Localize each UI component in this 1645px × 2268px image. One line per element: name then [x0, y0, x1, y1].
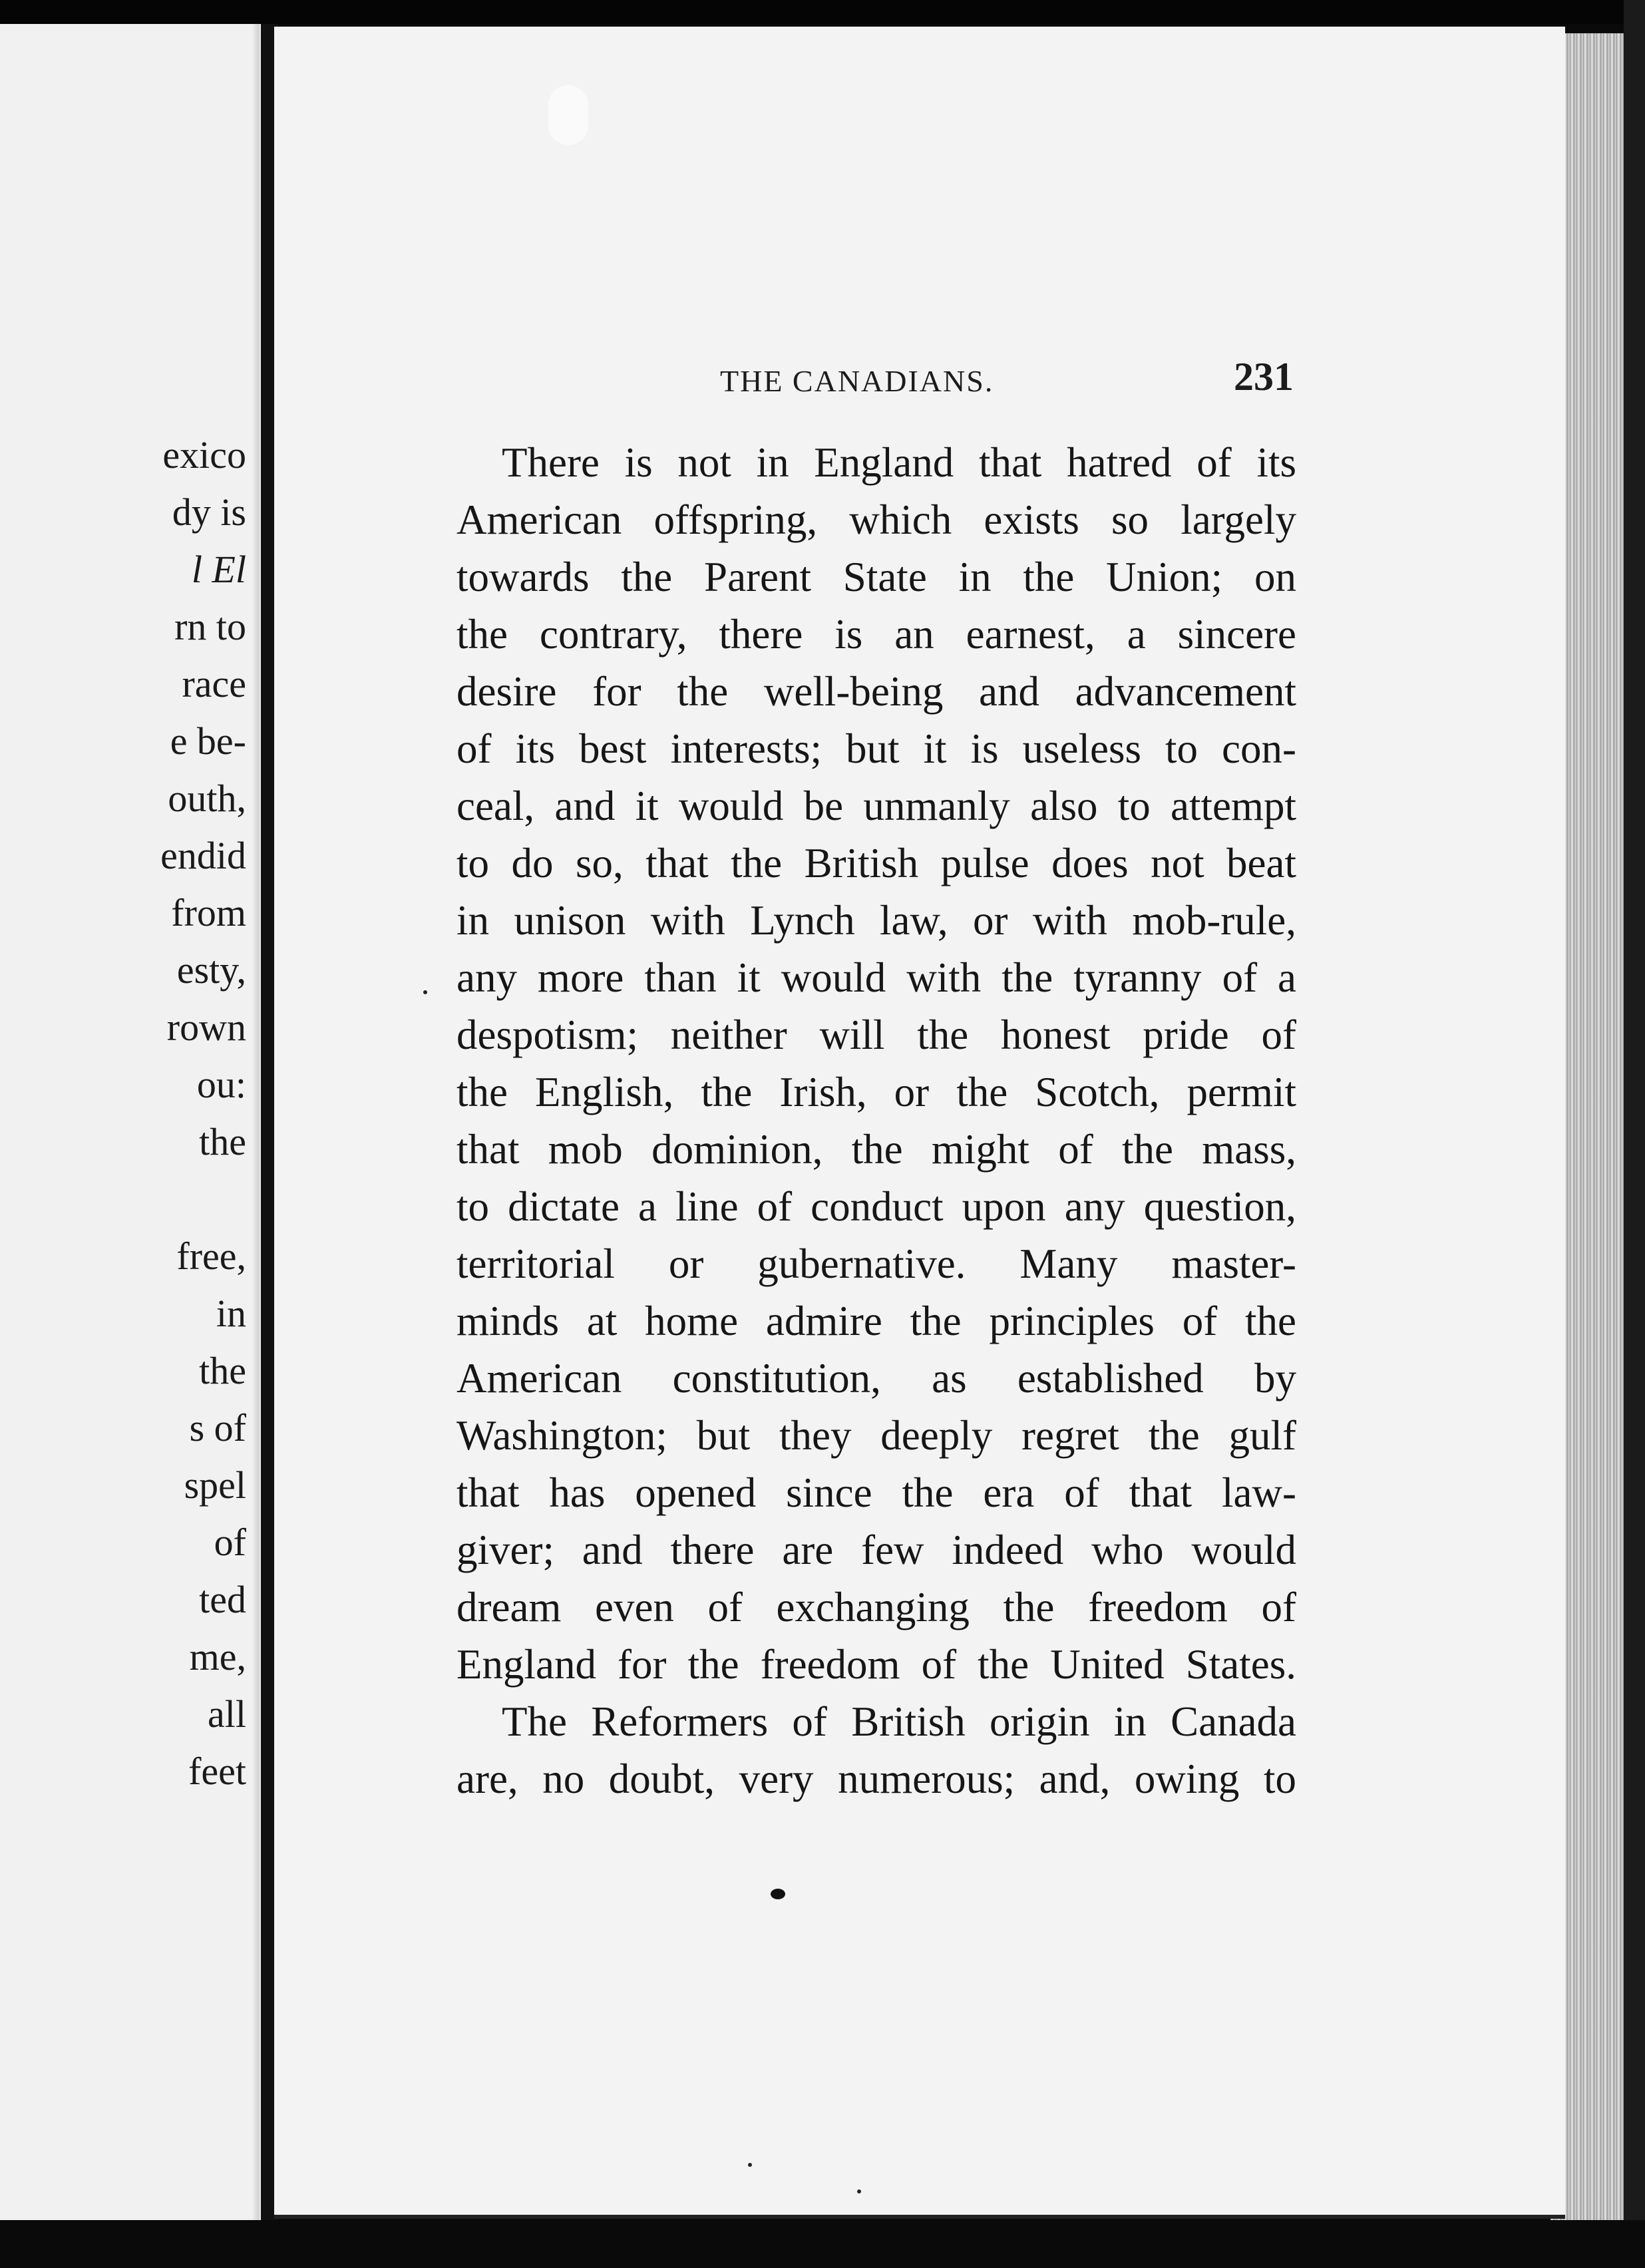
text-line: any more than it would with the tyranny of a [457, 954, 1296, 1001]
text-line: dream even of exchanging the freedom of [457, 1584, 1296, 1630]
text-line: that mob dominion, the might of the mass, [457, 1126, 1296, 1173]
text-line: The Reformers of British origin in Canada [502, 1698, 1296, 1745]
text-line: to do so, that the British pulse does not beat [457, 840, 1296, 886]
paper-tear-mark [548, 85, 588, 145]
left-line-fragment: dy is [172, 490, 246, 534]
left-line-fragment: l El [191, 548, 246, 591]
left-line-fragment: rown [166, 1006, 246, 1049]
text-line: the English, the Irish, or the Scotch, permit [457, 1069, 1296, 1115]
left-line-fragment: endid [160, 834, 246, 877]
text-line: despotism; neither will the honest pride of [457, 1012, 1296, 1058]
running-header [720, 354, 1292, 407]
left-line-fragment: from [171, 891, 246, 934]
left-line-fragment: esty, [176, 948, 246, 992]
left-line-fragment: in [216, 1292, 246, 1335]
scan-border-top [0, 0, 1645, 24]
text-line: of its best interests; but it is useless to con- [457, 725, 1296, 772]
text-line: giver; and there are few indeed who would [457, 1527, 1296, 1573]
left-line-fragment: the [199, 1349, 246, 1392]
text-line: territorial or gubernative. Many master- [457, 1240, 1296, 1287]
left-line-fragment: rn to [174, 605, 246, 648]
text-line: to dictate a line of conduct upon any question, [457, 1183, 1296, 1230]
text-line: Washington; but they deeply regret the gulf [457, 1412, 1296, 1459]
left-line-fragment: spel [184, 1463, 246, 1507]
left-line-fragment: race [182, 662, 246, 705]
text-line: towards the Parent State in the Union; on [457, 554, 1296, 600]
text-line: minds at home admire the principles of the [457, 1298, 1296, 1344]
text-line: There is not in England that hatred of its [502, 439, 1296, 486]
text-line: in unison with Lynch law, or with mob-rule, [457, 897, 1296, 944]
text-line: that has opened since the era of that law- [457, 1469, 1296, 1516]
left-line-fragment: exico [162, 433, 246, 476]
ink-speck [748, 2163, 752, 2167]
left-line-fragment: the [199, 1120, 246, 1163]
left-line-fragment: of [214, 1521, 246, 1564]
left-line-fragment: all [208, 1692, 246, 1736]
running-title: THE CANADIANS. [720, 364, 994, 398]
ink-blot [771, 1889, 785, 1899]
text-line: England for the freedom of the United States. [457, 1641, 1296, 1688]
scan-border-bottom [0, 2220, 1645, 2268]
ink-speck [857, 2189, 861, 2193]
left-line-fragment: feet [188, 1750, 246, 1793]
text-line: are, no doubt, very numerous; and, owing to [457, 1756, 1296, 1802]
left-line-fragment: ted [199, 1578, 246, 1621]
left-line-fragment: ou: [196, 1063, 246, 1106]
left-line-fragment: outh, [168, 777, 246, 820]
ink-speck [423, 990, 427, 994]
page-curl-shadow [253, 24, 260, 2220]
text-line: the contrary, there is an earnest, a sincere [457, 611, 1296, 658]
page-number: 231 [1234, 355, 1294, 399]
text-line: ceal, and it would be unmanly also to attempt [457, 783, 1296, 829]
left-line-fragment: me, [189, 1635, 246, 1678]
text-line: American constitution, as established by [457, 1355, 1296, 1402]
scan-border-right [1624, 0, 1645, 2268]
facing-page-left [0, 24, 261, 2220]
text-line: American offspring, which exists so largely [457, 496, 1296, 543]
left-line-fragment: free, [176, 1234, 246, 1278]
left-line-fragment: s of [189, 1406, 246, 1449]
text-line: desire for the well-being and advancement [457, 668, 1296, 715]
left-line-fragment: e be- [170, 719, 246, 763]
